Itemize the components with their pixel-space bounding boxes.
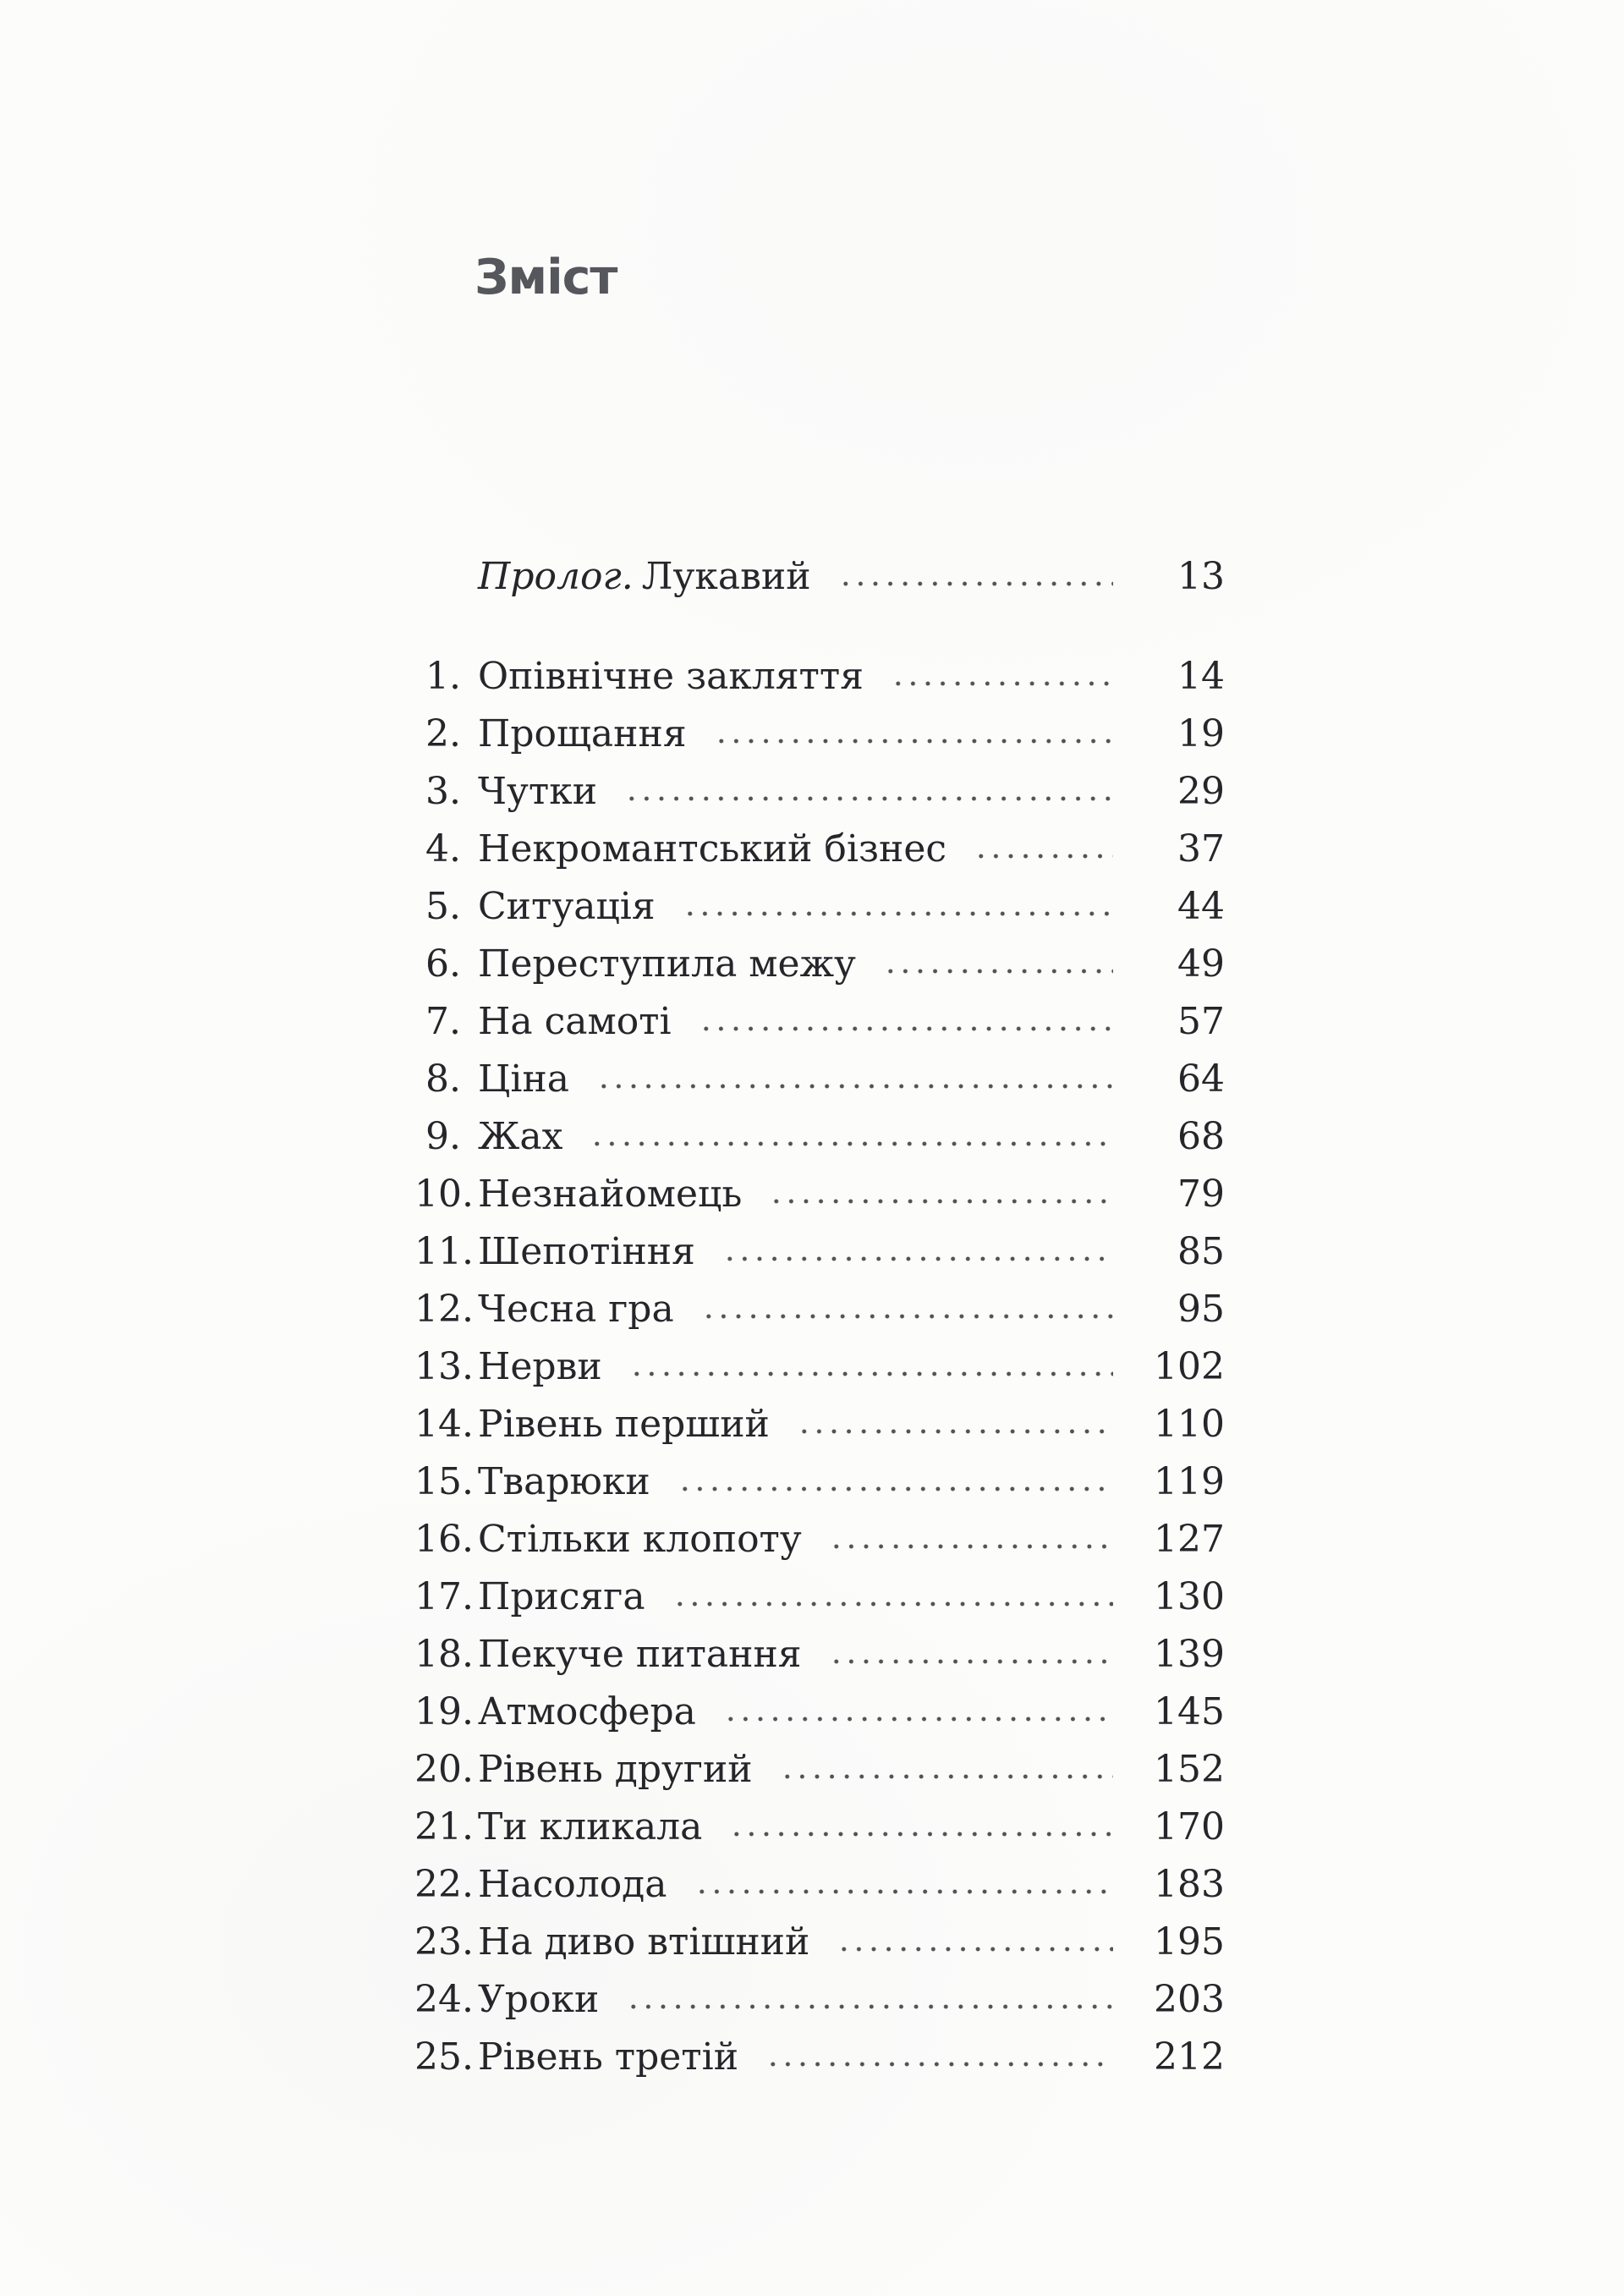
chapter-page: 64 [1177, 1057, 1225, 1101]
dot-leader [719, 1223, 1113, 1281]
chapter-page: 68 [1177, 1115, 1225, 1158]
chapter-number: 7. [425, 1000, 461, 1043]
toc-row [414, 878, 1225, 936]
chapter-title: Незнайомець [478, 1173, 743, 1216]
chapter-number: 18. [414, 1633, 474, 1676]
dot-leader [695, 993, 1113, 1051]
chapter-title: Уроки [478, 1978, 600, 2021]
chapter-page: 170 [1154, 1805, 1225, 1848]
chapter-title: Прощання [478, 712, 687, 755]
chapter-number: 15. [414, 1460, 474, 1503]
toc-row [414, 1741, 1225, 1799]
chapter-page: 203 [1154, 1978, 1225, 2021]
dot-leader [726, 1799, 1113, 1856]
toc-row [414, 936, 1225, 993]
chapter-page: 145 [1154, 1690, 1225, 1733]
toc-row [414, 1108, 1225, 1166]
toc-row [414, 1281, 1225, 1338]
chapter-title: Шепотіння [478, 1230, 695, 1273]
toc-row [414, 1856, 1225, 1914]
chapter-title: Опівнічне закляття [478, 655, 864, 698]
toc-row [414, 1511, 1225, 1568]
chapter-number: 4. [425, 827, 461, 871]
chapter-title: Ти кликала [478, 1805, 703, 1848]
chapter-title: Переступила межу [478, 942, 856, 986]
toc-row [414, 821, 1225, 878]
chapter-title: Стільки клопоту [478, 1518, 802, 1561]
toc-row [414, 1166, 1225, 1223]
dot-leader [835, 548, 1113, 606]
chapter-number: 12. [414, 1288, 474, 1331]
chapter-number: 1. [425, 655, 461, 698]
toc-row [414, 706, 1225, 763]
toc-row [414, 1396, 1225, 1453]
chapter-page: 195 [1154, 1920, 1225, 1964]
toc-row [414, 648, 1225, 706]
dot-leader [887, 648, 1113, 706]
chapter-number: 5. [425, 885, 461, 928]
chapter-title: Насолода [478, 1863, 667, 1906]
chapter-page: 19 [1177, 712, 1225, 755]
chapter-title: Ситуація [478, 885, 656, 928]
chapter-number: 8. [425, 1057, 461, 1101]
chapter-title: Пекуче питання [478, 1633, 802, 1676]
chapter-page: 29 [1177, 770, 1225, 813]
toc-row [414, 1684, 1225, 1741]
chapter-page: 130 [1154, 1575, 1225, 1618]
dot-leader [679, 878, 1113, 936]
toc-row [414, 1799, 1225, 1856]
toc-row [414, 993, 1225, 1051]
dot-leader [621, 763, 1113, 821]
dot-leader [970, 821, 1113, 878]
chapter-number: 9. [425, 1115, 461, 1158]
chapter-page: 127 [1154, 1518, 1225, 1561]
chapter-number: 21. [414, 1805, 474, 1848]
chapter-title: Нерви [478, 1345, 602, 1388]
toc-row [414, 1626, 1225, 1684]
chapter-page: 85 [1177, 1230, 1225, 1273]
chapter-number: 11. [414, 1230, 474, 1273]
dot-leader [691, 1856, 1113, 1914]
chapter-number: 3. [425, 770, 461, 813]
dot-leader [710, 706, 1113, 763]
prologue-subtitle: Лукавий [641, 555, 811, 598]
dot-leader [674, 1453, 1113, 1511]
toc-row [414, 1051, 1225, 1108]
dot-leader [880, 936, 1113, 993]
dot-leader [623, 1971, 1113, 2029]
prologue-label: Пролог. [478, 555, 634, 598]
chapter-page: 183 [1154, 1863, 1225, 1906]
chapter-title: Тварюки [478, 1460, 650, 1503]
table-of-contents [414, 548, 1225, 2086]
chapter-number: 6. [425, 942, 461, 986]
dot-leader [762, 2029, 1113, 2086]
chapter-page: 139 [1154, 1633, 1225, 1676]
chapter-number: 23. [414, 1920, 474, 1964]
chapter-title: Рівень другий [478, 1748, 753, 1791]
chapter-title: Некромантський бізнес [478, 827, 946, 871]
chapter-page: 57 [1177, 1000, 1225, 1043]
chapter-page: 102 [1154, 1345, 1225, 1388]
dot-leader [793, 1396, 1113, 1453]
dot-leader [626, 1338, 1113, 1396]
chapter-title: На диво втішний [478, 1920, 810, 1964]
chapter-page: 119 [1154, 1460, 1225, 1503]
dot-leader [826, 1511, 1113, 1568]
chapter-number: 19. [414, 1690, 474, 1733]
toc-row [414, 1453, 1225, 1511]
dot-leader [669, 1568, 1113, 1626]
toc-row [414, 2029, 1225, 2086]
chapter-title: Присяга [478, 1575, 645, 1618]
dot-leader [833, 1914, 1113, 1971]
chapter-number: 20. [414, 1748, 474, 1791]
chapter-number: 25. [414, 2035, 474, 2079]
chapter-number: 13. [414, 1345, 474, 1388]
chapter-number: 2. [425, 712, 461, 755]
chapter-number: 17. [414, 1575, 474, 1618]
page-title: Зміст [475, 250, 617, 306]
dot-leader [586, 1108, 1113, 1166]
chapter-number: 22. [414, 1863, 474, 1906]
toc-row [414, 763, 1225, 821]
chapter-number: 14. [414, 1403, 474, 1446]
chapter-page: 79 [1177, 1173, 1225, 1216]
dot-leader [826, 1626, 1113, 1684]
chapter-title: Чесна гра [478, 1288, 674, 1331]
chapter-title: Чутки [478, 770, 598, 813]
toc-row [414, 1568, 1225, 1626]
chapter-page: 49 [1177, 942, 1225, 986]
chapter-page: 14 [1177, 655, 1225, 698]
chapter-title: Рівень третій [478, 2035, 739, 2079]
dot-leader [593, 1051, 1113, 1108]
dot-leader [720, 1684, 1113, 1741]
chapter-number [414, 548, 461, 606]
toc-row [414, 1223, 1225, 1281]
dot-leader [698, 1281, 1113, 1338]
chapter-title: Ціна [478, 1057, 570, 1101]
chapter-page: 95 [1177, 1288, 1225, 1331]
toc-prologue-row [414, 548, 1225, 606]
dot-leader [776, 1741, 1113, 1799]
toc-row [414, 1914, 1225, 1971]
chapter-title [478, 548, 811, 606]
chapter-title: На самоті [478, 1000, 672, 1043]
dot-leader [765, 1166, 1113, 1223]
chapter-title: Рівень перший [478, 1403, 770, 1446]
chapter-page: 13 [1177, 555, 1225, 598]
chapter-page: 44 [1177, 885, 1225, 928]
chapter-title: Жах [478, 1115, 563, 1158]
chapter-number: 10. [414, 1173, 474, 1216]
chapter-number: 16. [414, 1518, 474, 1561]
chapter-page: 37 [1177, 827, 1225, 871]
chapter-page: 110 [1154, 1403, 1225, 1446]
toc-row [414, 1971, 1225, 2029]
toc-row [414, 1338, 1225, 1396]
chapter-number: 24. [414, 1978, 474, 2021]
chapter-page: 212 [1154, 2035, 1225, 2079]
chapter-page: 152 [1154, 1748, 1225, 1791]
chapter-title: Атмосфера [478, 1690, 696, 1733]
